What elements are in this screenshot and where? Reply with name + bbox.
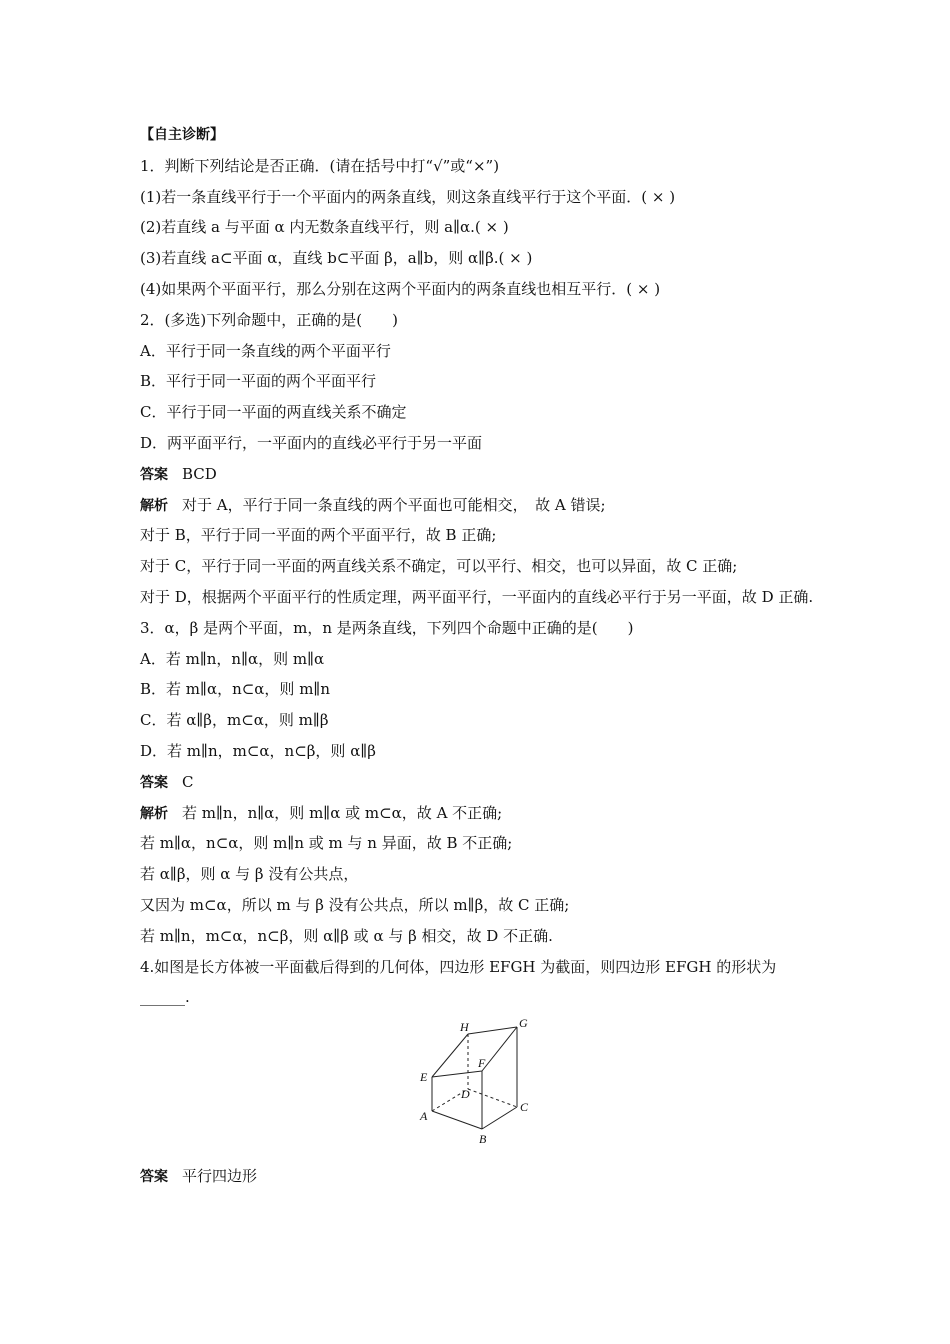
- edge-EF: [432, 1071, 482, 1077]
- label-A: A: [420, 1109, 428, 1124]
- q2-option-c: C．平行于同一平面的两直线关系不确定: [140, 403, 407, 422]
- label-G: G: [519, 1019, 528, 1031]
- label-E: E: [420, 1070, 428, 1085]
- edge-GF: [482, 1027, 517, 1071]
- q3-stem: 3．α，β 是两个平面，m，n 是两条直线，下列四个命题中正确的是( ): [140, 618, 634, 637]
- answer-label: 答案: [140, 1169, 168, 1186]
- label-B: B: [479, 1132, 487, 1147]
- q3-analysis-1: [140, 798, 820, 829]
- q4-stem: 4.如图是长方体被一平面截后得到的几何体，四边形 EFGH 为截面，则四边形 EFGH 的形状为______.: [140, 957, 777, 1007]
- label-F: F: [478, 1056, 486, 1071]
- q3-option-a: A．若 m∥n，n∥α，则 m∥α: [140, 649, 325, 668]
- geometry-figure: [140, 1019, 820, 1157]
- q2-answer: [140, 459, 820, 490]
- label-C: C: [520, 1100, 529, 1115]
- q3-option-b: B．若 m∥α，n⊂α，则 m∥n: [140, 680, 331, 699]
- q3-answer: [140, 767, 820, 798]
- q1-item-2: (2)若直线 a 与平面 α 内无数条直线平行，则 a∥α.( × ): [140, 218, 509, 237]
- q1-stem: 1．判断下列结论是否正确．(请在括号中打“√”或“×”): [140, 156, 500, 175]
- q2-stem: 2．(多选)下列命题中，正确的是( ): [140, 310, 398, 329]
- edge-HG: [468, 1027, 517, 1034]
- q2-option-d: D．两平面平行，一平面内的直线必平行于另一平面: [140, 433, 483, 452]
- q2-analysis-4: 对于 D，根据两个平面平行的性质定理，两平面平行，一平面内的直线必平行于另一平面，故 D 正确.: [140, 587, 814, 606]
- edge-EH: [432, 1034, 468, 1077]
- q3-option-c: C．若 α∥β，m⊂α，则 m∥β: [140, 711, 329, 730]
- edge-BC: [482, 1107, 517, 1129]
- q3-analysis-3: 若 α∥β，则 α 与 β 没有公共点，: [140, 865, 359, 884]
- answer-value: BCD: [182, 464, 217, 483]
- q2-analysis-1: [140, 490, 820, 521]
- answer-value: 平行四边形: [182, 1167, 258, 1186]
- analysis-text: 若 m∥n，n∥α，则 m∥α 或 m⊂α，故 A 不正确;: [182, 803, 503, 822]
- edge-AB: [432, 1111, 482, 1129]
- q3-analysis-5: 若 m∥n，m⊂α，n⊂β，则 α∥β 或 α 与 β 相交，故 D 不正确.: [140, 926, 553, 945]
- q3-option-d: D．若 m∥n，m⊂α，n⊂β，则 α∥β: [140, 741, 376, 760]
- q1-item-3: (3)若直线 a⊂平面 α，直线 b⊂平面 β，a∥b，则 α∥β.( × ): [140, 249, 533, 268]
- q2-analysis-3: 对于 C，平行于同一平面的两直线关系不确定，可以平行、相交，也可以异面，故 C 正确;: [140, 557, 738, 576]
- q2-analysis-2: 对于 B，平行于同一平面的两个平面平行，故 B 正确;: [140, 526, 497, 545]
- document-page: [140, 120, 820, 1192]
- edge-DC: [468, 1089, 517, 1107]
- section-title: 【自主诊断】: [140, 127, 224, 143]
- answer-label: 答案: [140, 774, 168, 791]
- q3-analysis-4: 又因为 m⊂α，所以 m 与 β 没有公共点，所以 m∥β，故 C 正确;: [140, 895, 570, 914]
- analysis-label: 解析: [140, 805, 168, 822]
- answer-label: 答案: [140, 466, 168, 483]
- q1-item-1: (1)若一条直线平行于一个平面内的两条直线，则这条直线平行于这个平面．( × ): [140, 187, 676, 206]
- q3-analysis-2: 若 m∥α，n⊂α，则 m∥n 或 m 与 n 异面，故 B 不正确;: [140, 834, 513, 853]
- analysis-text: 对于 A，平行于同一条直线的两个平面也可能相交， 故 A 错误;: [182, 495, 606, 514]
- q2-option-b: B．平行于同一平面的两个平面平行: [140, 372, 377, 391]
- analysis-label: 解析: [140, 497, 168, 514]
- answer-value: C: [182, 772, 194, 791]
- label-D: D: [461, 1087, 470, 1102]
- q4-answer: [140, 1161, 820, 1192]
- cuboid-cut-diagram: [416, 1019, 546, 1149]
- q2-option-a: A．平行于同一条直线的两个平面平行: [140, 341, 391, 360]
- label-H: H: [460, 1020, 469, 1035]
- q1-item-4: (4)如果两个平面平行，那么分别在这两个平面内的两条直线也相互平行．( × ): [140, 279, 661, 298]
